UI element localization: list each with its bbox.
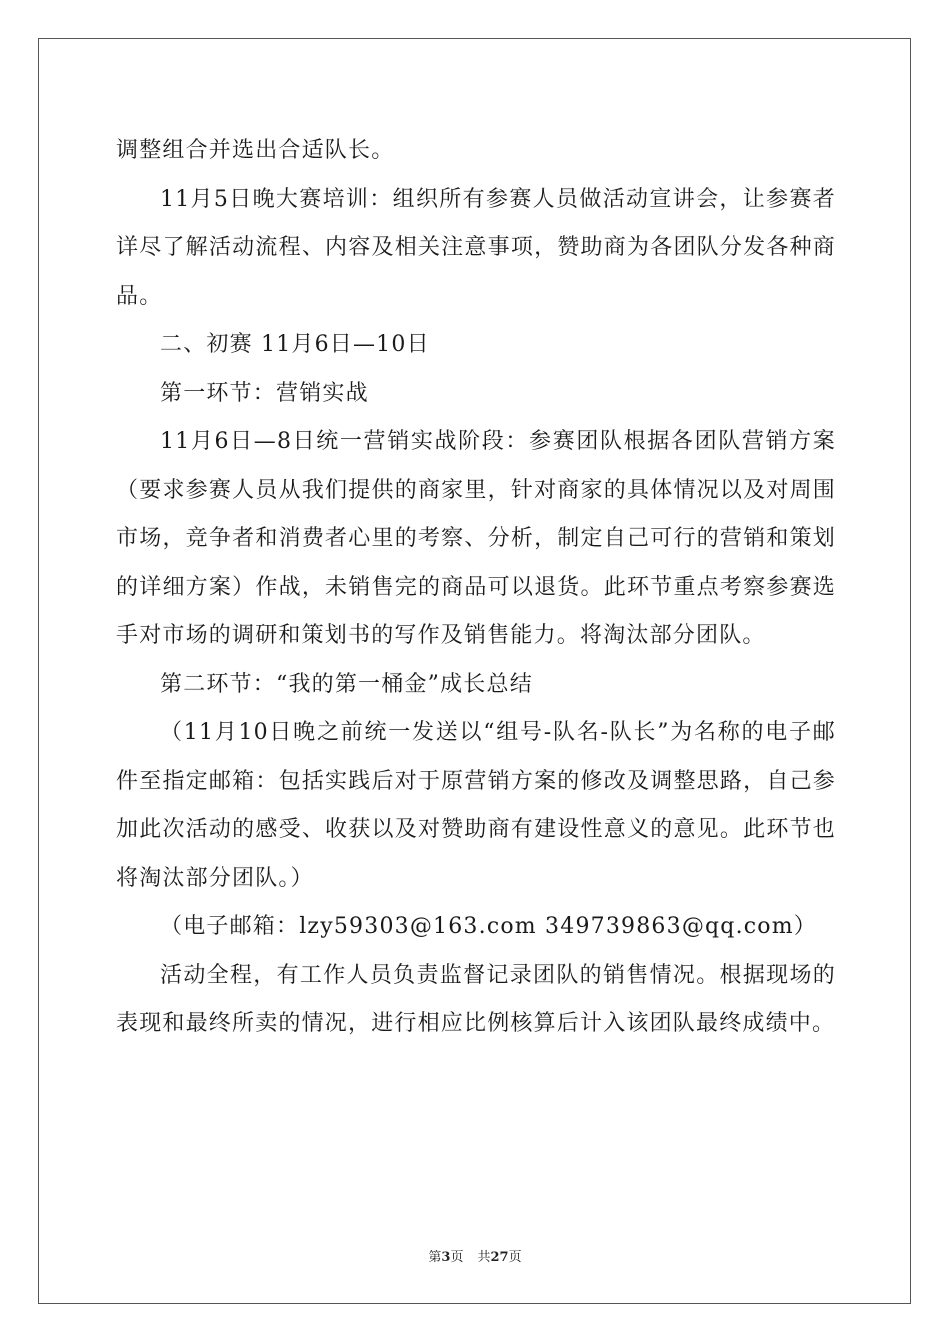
paragraph-supervision: 活动全程，有工作人员负责监督记录团队的销售情况。根据现场的表现和最终所卖的情况，进行相应比例核算后计入该团队最终成绩中。 xyxy=(116,962,836,1036)
total-label-suffix: 页 xyxy=(508,1250,522,1265)
paragraph-stage-one-detail: 11月6日—8日统一营销实战阶段：参赛团队根据各团队营销方案（要求参赛人员从我们提供的商家里，针对商家的具体情况以及对周围市场，竞争者和消费者心里的考察、分析，制定自己可行的营销和策划的详细方案）作战，未销售完的商品可以退货。此环节重点考察参赛选手对市场的调研和策划书的写作及销售能力。将淘汰部分团队。 xyxy=(116,429,836,648)
page-footer xyxy=(0,1246,950,1265)
subheading-stage-two: 第二环节：“我的第一桶金”成长总结 xyxy=(160,671,533,697)
page-label-prefix: 第 xyxy=(428,1250,442,1265)
paragraph-email: （电子邮箱：lzy59303@163.com 349739863@qq.com） xyxy=(160,914,818,939)
document-body xyxy=(116,127,836,1049)
paragraph-1: 调整组合并选出合适队长。 xyxy=(116,138,395,163)
total-pages: 27 xyxy=(490,1250,509,1265)
total-label-prefix: 共 xyxy=(477,1250,491,1265)
section-heading-preliminary: 二、初赛 11月6日—10日 xyxy=(160,332,430,357)
subheading-stage-one: 第一环节：营销实战 xyxy=(160,380,369,406)
paragraph-stage-two-detail: （11月10日晚之前统一发送以“组号-队名-队长”为名称的电子邮件至指定邮箱：包括实践后对于原营销方案的修改及调整思路，自己参加此次活动的感受、收获以及对赞助商有建设性意义的意见。此环节也将淘汰部分团队。） xyxy=(116,720,836,891)
page-label-suffix: 页 xyxy=(450,1250,464,1265)
page-number: 3 xyxy=(441,1250,451,1265)
paragraph-2: 11月5日晚大赛培训：组织所有参赛人员做活动宣讲会，让参赛者详尽了解活动流程、内容及相关注意事项，赞助商为各团队分发各种商品。 xyxy=(116,186,836,309)
